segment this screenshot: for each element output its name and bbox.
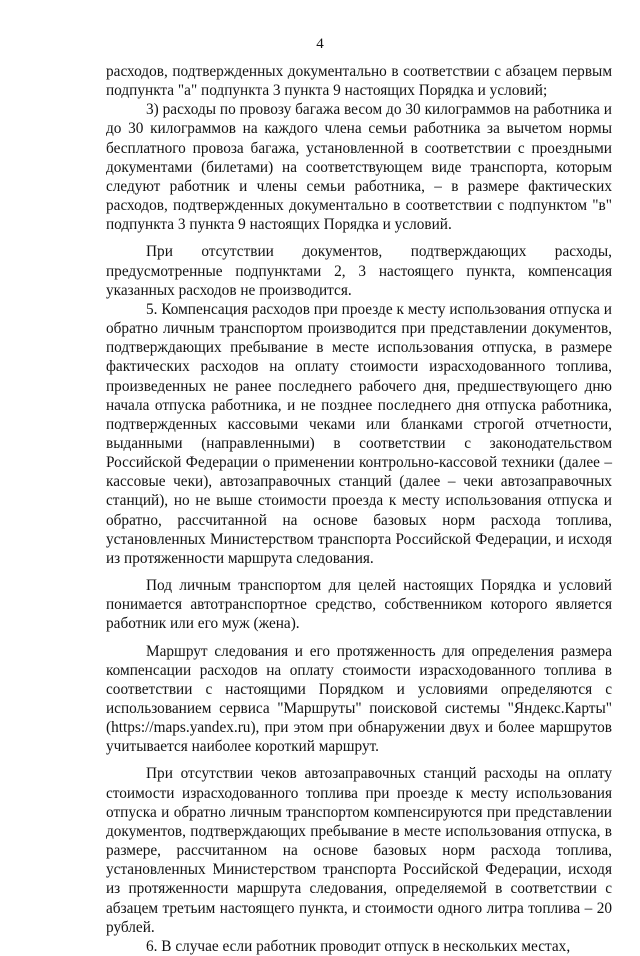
document-body	[106, 62, 612, 956]
paragraph-no-fuel-checks: При отсутствии чеков автозаправочных станций расходы на оплату стоимости израсходованного топлива при проезде к месту использования отпуска и обратно личным транспортом компенсируются при представлении документов, подтверждающих пребывание в месте использования отпуска, в размере, рассчитанном на основе базовых норм расхода топлива, установленных Министерством транспорта Российской Федерации, исходя из протяженности маршрута следования, определяемой в соответствии с абзацем третьим настоящего пункта, и стоимости одного литра топлива – 20 рублей.	[106, 765, 612, 936]
paragraph-no-documents: При отсутствии документов, подтверждающих расходы, предусмотренные подпунктами 2, 3 настоящего пункта, компенсация указанных расходов не производится.	[106, 243, 612, 299]
paragraph-item-5: 5. Компенсация расходов при проезде к месту использования отпуска и обратно личным транспортом производится при представлении документов, подтверждающих пребывание в месте использования отпуска, в размере фактических расходов на оплату стоимости израсходованного топлива, произведенных не ранее последнего рабочего дня, предшествующего дню начала отпуска работника, и не позднее последнего дня отпуска работника, подтвержденных кассовыми чеками или бланками строгой отчетности, выданными (направленными) в соответствии с законодательством Российской Федерации о применении контрольно-кассовой техники (далее – кассовые чеки), автозаправочных станций (далее – чеки автозаправочных станций), но не выше стоимости проезда к месту использования отпуска и обратно, рассчитанной на основе базовых норм расхода топлива, установленных Министерством транспорта Российской Федерации, и исходя из протяженности маршрута следования.	[106, 300, 612, 567]
paragraph-route: Маршрут следования и его протяженность для определения размера компенсации расходов на оплату стоимости израсходованного топлива в соответствии с настоящими Порядком и условиями определяются с использованием сервиса "Маршруты" поисковой системы "Яндекс.Карты" (https://maps.yandex.ru), при этом при обнаружении двух и более маршрутов учитывается наиболее короткий маршрут.	[106, 642, 612, 756]
paragraph-continuation: расходов, подтвержденных документально в соответствии с абзацем первым подпункта "а" подпункта 3 пункта 9 настоящих Порядка и условий;	[106, 63, 612, 100]
paragraph-item-6: 6. В случае если работник проводит отпуск в нескольких местах,	[146, 937, 571, 955]
paragraph-item-3: 3) расходы по провозу багажа весом до 30 килограммов на работника и до 30 килограммов на каждого члена семьи работника за вычетом нормы бесплатного провоза багажа, установленной в соответствии с проездными документами (билетами) на соответствующем виде транспорта, которым следуют работник и члены семьи работника, – в размере фактических расходов, подтвержденных документально в соответствии с подпунктом "в" подпункта 3 пункта 9 настоящих Порядка и условий.	[106, 101, 612, 234]
paragraph-personal-transport: Под личным транспортом для целей настоящих Порядка и условий понимается автотранспортное средство, собственником которого является работник или его муж (жена).	[106, 577, 612, 633]
page-number: 4	[316, 36, 324, 52]
